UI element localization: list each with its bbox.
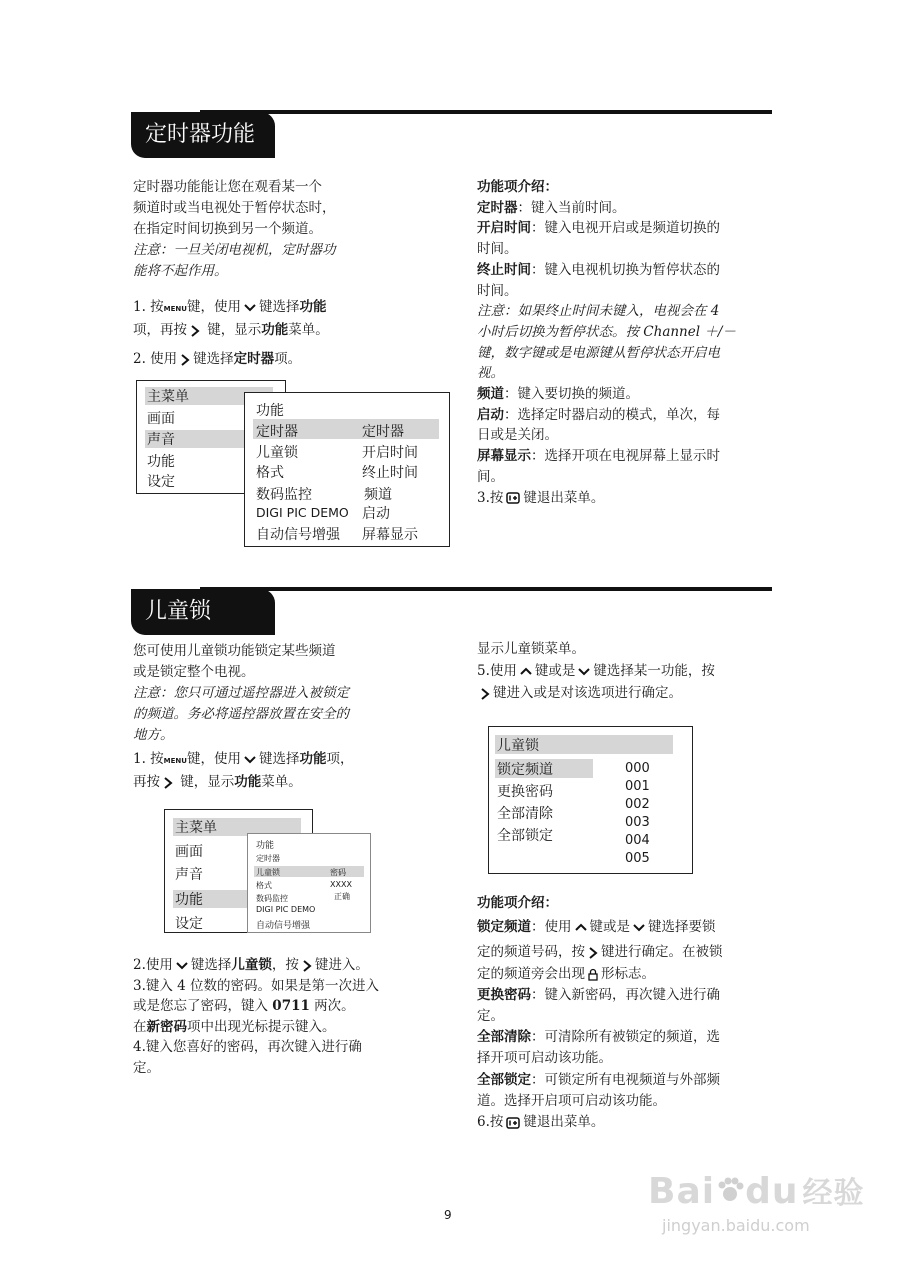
function-menu-box	[244, 392, 450, 547]
section-rule-top	[200, 587, 772, 591]
chevron-right-icon	[588, 947, 598, 959]
channel-code[interactable]: 001	[625, 779, 650, 794]
function-menu-box-small	[247, 833, 371, 933]
function-menu-item[interactable]: 格式	[256, 465, 284, 481]
timer-step-1: 1. 按MENU键，使用 键选择功能 项，再按 键，显示功能菜单。	[133, 299, 329, 338]
main-menu-item[interactable]: 声音	[175, 867, 203, 883]
timer-intro: 定时器功能能让您在观看某一个 频道时或当电视处于暂停状态时， 在指定时间切换到另一个频道。 注意：一旦关闭电视机，定时器功 能将不起作用。	[133, 179, 336, 279]
timer-submenu-item[interactable]: 定时器	[362, 424, 404, 440]
password-status: 正确	[334, 892, 350, 901]
childlock-function-descriptions: 功能项介绍： 锁定频道：使用 键或是 键选择要锁 定的频道号码，按 键进行确定。在被锁 定的频道旁会出现 形标志。 更换密码：键入新密码，再次键入进行确 定。 全部清除：可清除所有被锁定的频道，选 择开项可启动该功能。 全部锁定：可锁定所有电视频道与外部频 道。选择开启项可启动该功能。 6.按 键退出菜单。	[477, 895, 723, 1131]
chevron-down-icon	[244, 303, 256, 312]
function-menu-item[interactable]: 数码监控	[256, 487, 312, 503]
section-rule-top	[200, 110, 772, 114]
main-menu-item[interactable]: 设定	[175, 916, 203, 932]
password-value[interactable]: XXXX	[330, 880, 352, 889]
timer-submenu-item[interactable]: 终止时间	[362, 465, 418, 481]
childlock-menu-item[interactable]: 更换密码	[497, 784, 553, 800]
main-menu-item[interactable]: 功能	[147, 454, 175, 470]
childlock-steps-2-4: 2.使用 键选择儿童锁，按 键进入。 3.键入 4 位数的密码。如果是第一次进入 或是您忘了密码，键入 0711 两次。 在新密码项中出现光标提示键入。 4.键入您喜好的密码，再次键入进行确 定。	[133, 957, 380, 1076]
lock-icon	[588, 968, 598, 981]
function-menu-item[interactable]: 数码监控	[256, 894, 288, 903]
function-menu-title: 功能	[256, 403, 284, 419]
channel-code[interactable]: 005	[625, 851, 650, 866]
timer-step-2: 2. 使用 键选择定时器项。	[133, 351, 302, 367]
function-menu-item[interactable]: 定时器	[256, 854, 280, 863]
function-menu-item[interactable]: 定时器	[256, 424, 298, 440]
main-menu-item[interactable]: 画面	[147, 411, 175, 427]
chevron-down-icon	[176, 961, 188, 970]
baidu-watermark: Bai du 经验	[648, 1171, 865, 1212]
section-title-childlock	[131, 589, 275, 635]
exit-menu-icon	[506, 1117, 520, 1129]
watermark-url: jingyan.baidu.com	[662, 1216, 810, 1235]
function-menu-item[interactable]: 自动信号增强	[256, 527, 340, 543]
channel-code[interactable]: 002	[625, 797, 650, 812]
function-menu-title: 功能	[256, 841, 275, 851]
chevron-right-icon	[480, 688, 490, 700]
childlock-menu-item[interactable]: 全部锁定	[497, 828, 553, 844]
timer-submenu-item[interactable]: 启动	[362, 506, 390, 522]
chevron-down-icon	[244, 755, 256, 764]
function-menu-item[interactable]: DIGI PIC DEMO	[256, 505, 349, 520]
main-menu-item[interactable]: 功能	[175, 892, 203, 908]
function-menu-item[interactable]: 格式	[256, 881, 272, 890]
timer-submenu-item[interactable]: 屏幕显示	[362, 527, 418, 543]
childlock-step-1: 1. 按MENU键，使用 键选择功能项， 再按 键，显示功能菜单。	[133, 751, 354, 790]
section-title-text: 定时器功能	[145, 122, 256, 147]
channel-code[interactable]: 004	[625, 833, 650, 848]
exit-menu-icon	[506, 492, 520, 504]
function-menu-item[interactable]: DIGI PIC DEMO	[256, 905, 316, 914]
main-menu-item[interactable]: 画面	[175, 844, 203, 860]
childlock-menu-item[interactable]: 全部清除	[497, 806, 553, 822]
function-menu-item[interactable]: 儿童锁	[256, 868, 280, 877]
timer-function-descriptions: 功能项介绍： 定时器：键入当前时间。 开启时间：键入电视开启或是频道切换的 时间。 终止时间：键入电视机切换为暂停状态的 时间。 注意：如果终止时间未键入，电视会在 4 小时后切换为暂停状态。按 Channel ＋/－ 键，数字键或是电源键从暂停状态开启电 视。 频道：键入要切换的频道。 启动：选择定时器启动的模式，单次，每 日或是关闭。 屏幕显示：选择开项在电视屏幕上显示时 间。 3.按 键退出菜单。	[477, 179, 736, 506]
function-menu-item[interactable]: 自动信号增强	[256, 921, 311, 931]
main-menu-item[interactable]: 主菜单	[175, 820, 217, 836]
main-menu-item[interactable]: 设定	[147, 474, 175, 490]
childlock-step-5: 显示儿童锁菜单。 5.使用 键或是 键选择某一功能，按 键进入或是对该选项进行确定。	[477, 641, 715, 701]
password-label: 密码	[330, 868, 346, 877]
function-menu-item[interactable]: 儿童锁	[256, 445, 298, 461]
chevron-up-icon	[520, 667, 532, 676]
childlock-menu-item[interactable]: 锁定频道	[497, 762, 553, 778]
section-title-timer	[131, 112, 275, 158]
page-number: 9	[444, 1208, 452, 1222]
section-title-text: 儿童锁	[145, 599, 212, 624]
timer-submenu-item[interactable]: 开启时间	[362, 445, 418, 461]
childlock-menu-box	[488, 726, 693, 874]
menu-key-label: MENU	[163, 757, 187, 765]
childlock-menu-title: 儿童锁	[497, 738, 539, 754]
main-menu-item[interactable]: 主菜单	[147, 389, 189, 405]
chevron-right-icon	[163, 777, 173, 789]
childlock-intro: 您可使用儿童锁功能锁定某些频道 或是锁定整个电视。 注意：您只可通过遥控器进入被锁定 的频道。务必将遥控器放置在安全的 地方。	[133, 643, 349, 743]
channel-code[interactable]: 000	[625, 761, 650, 776]
chevron-down-icon	[578, 667, 590, 676]
chevron-down-icon	[633, 923, 645, 932]
chevron-right-icon	[180, 354, 190, 366]
menu-key-label: MENU	[163, 305, 187, 313]
chevron-up-icon	[575, 923, 587, 932]
paw-icon	[715, 1175, 745, 1205]
chevron-right-icon	[190, 325, 200, 337]
chevron-right-icon	[302, 960, 312, 972]
main-menu-item[interactable]: 声音	[147, 432, 175, 448]
channel-code[interactable]: 003	[625, 815, 650, 830]
timer-submenu-item[interactable]: 频道	[364, 487, 392, 503]
